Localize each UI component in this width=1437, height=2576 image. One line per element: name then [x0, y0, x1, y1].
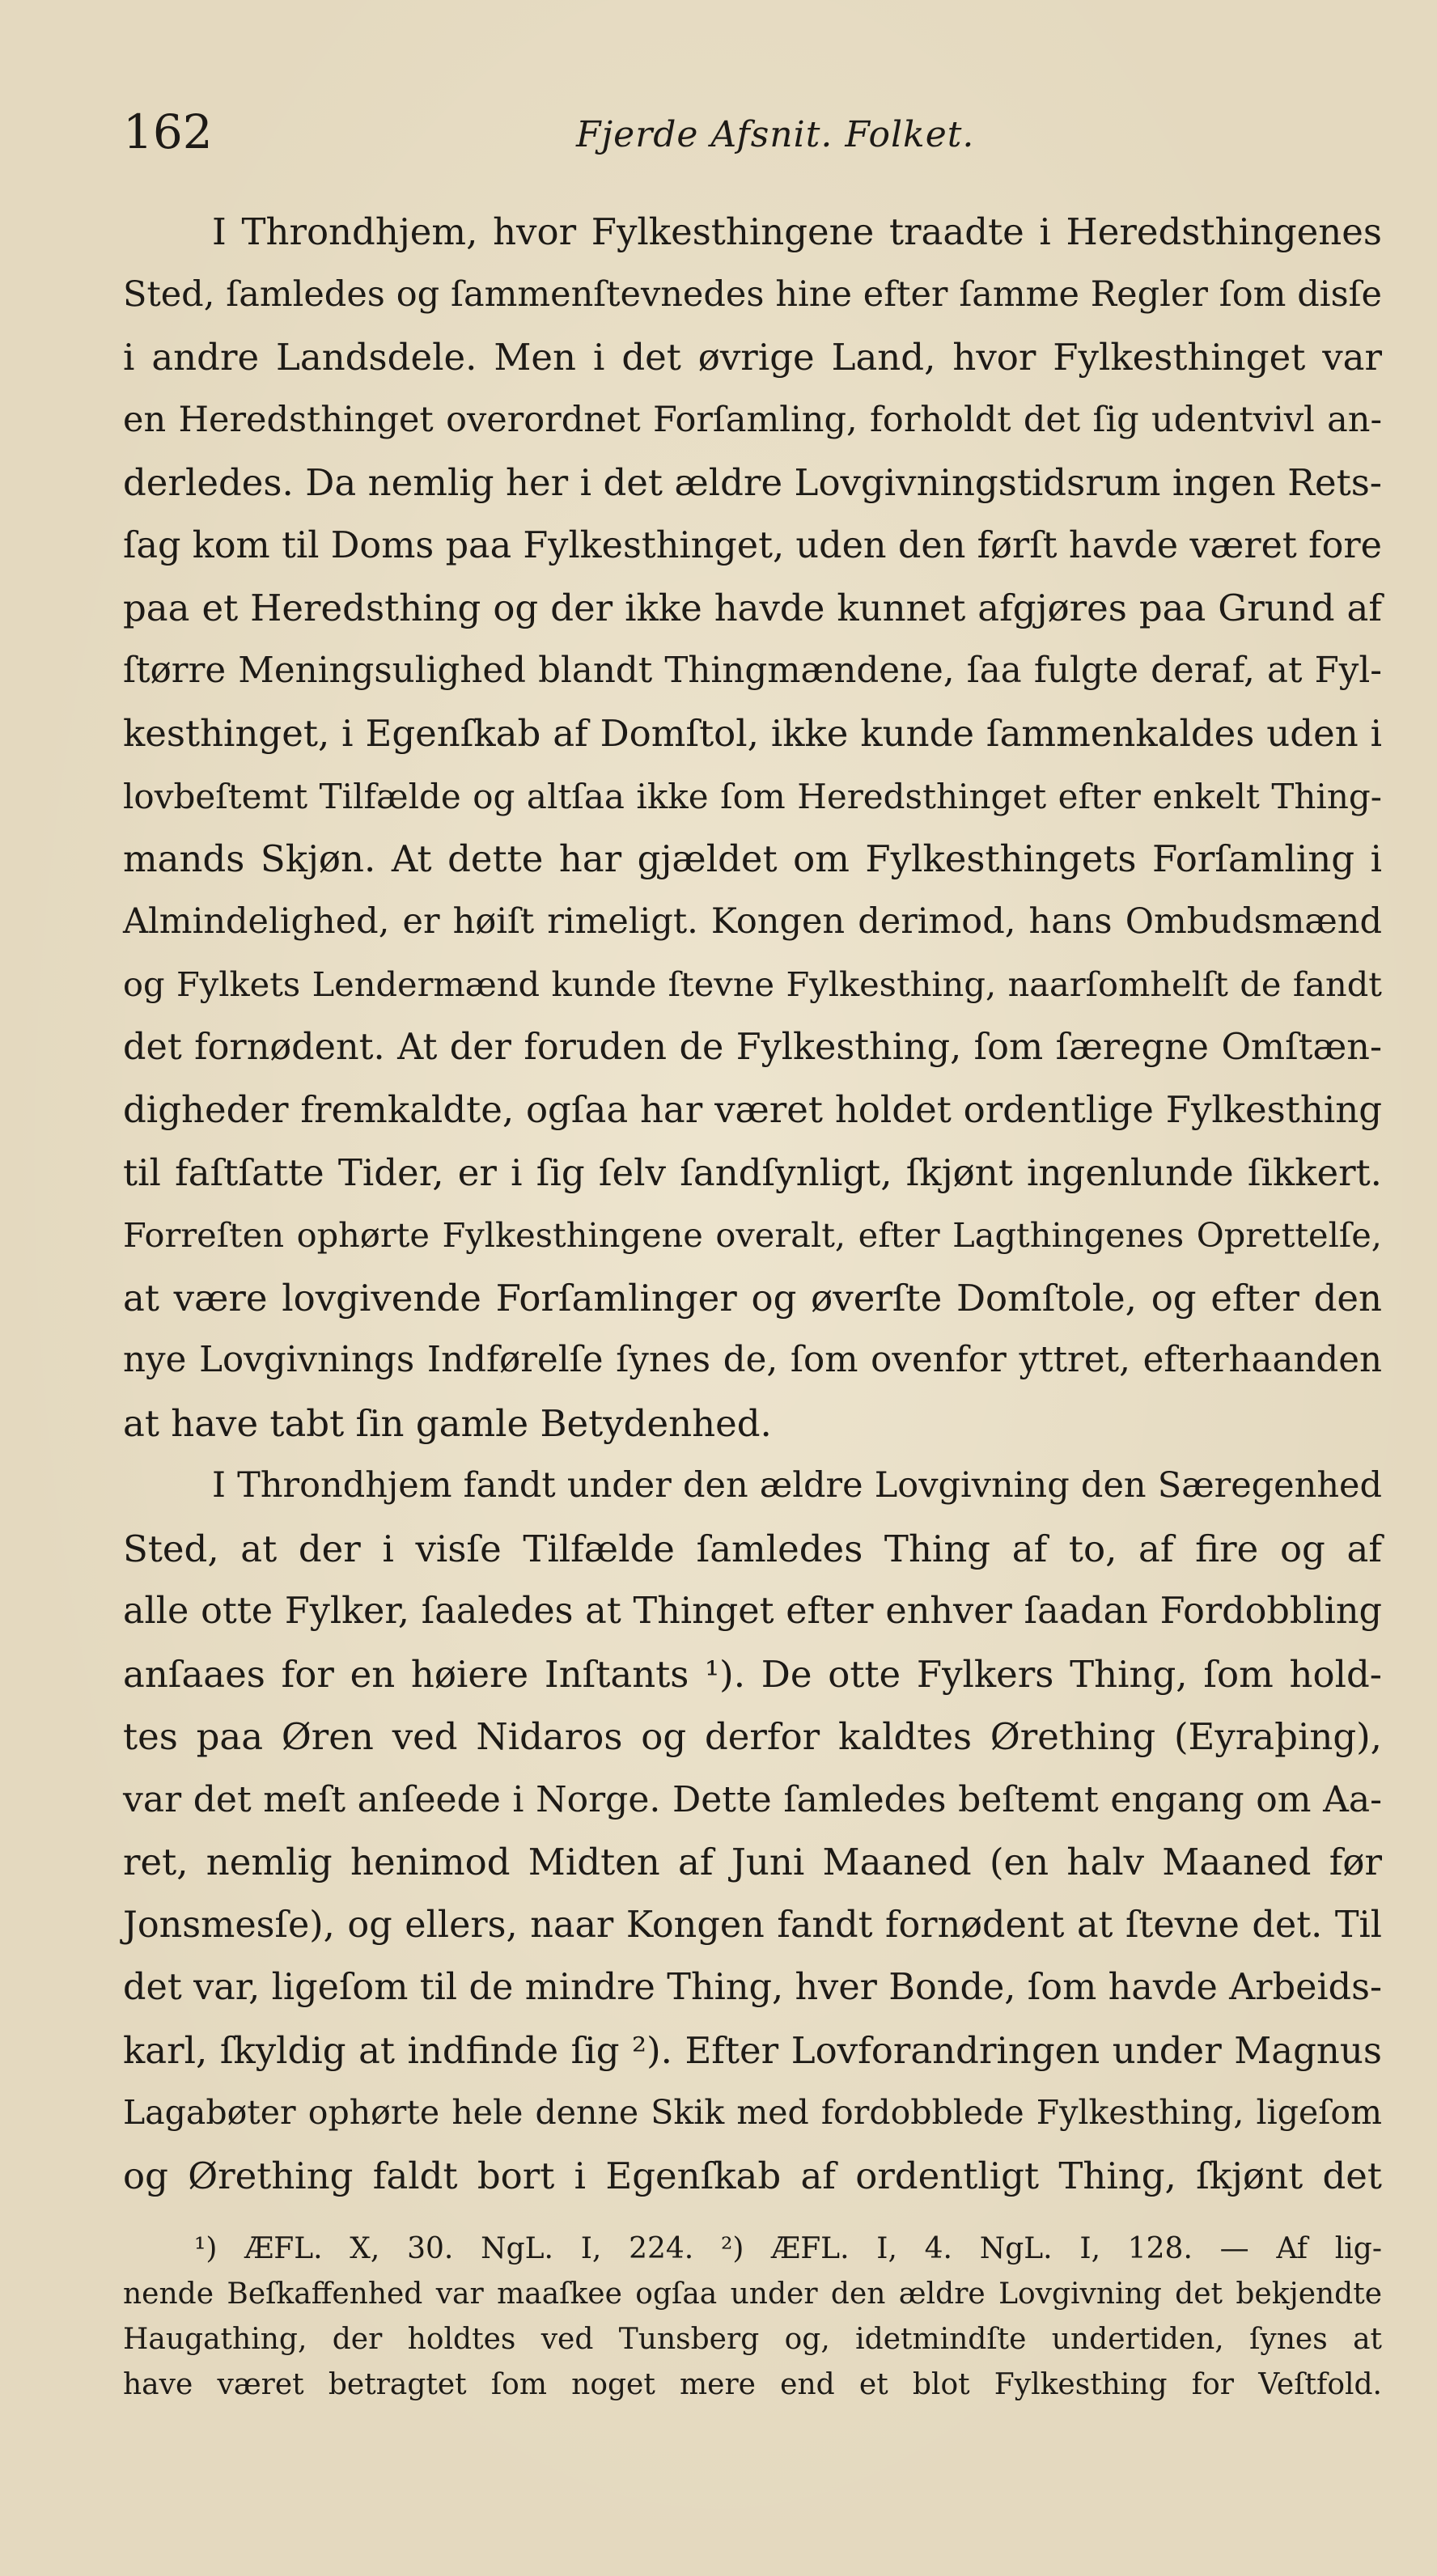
text-line: Forreſten ophørte Fylkesthingene overalt, efter Lagthingenes Oprettelſe, [123, 1215, 1382, 1255]
footnote-line: nende Beſkaffenhed var maaſkee ogſaa under den ældre Lovgivning det bekjendte [123, 2277, 1382, 2311]
page-number: 162 [123, 104, 213, 159]
footnote-line: ¹) ÆFL. X, 30. NgL. I, 224. ²) ÆFL. I, 4. NgL. I, 128. — Af lig- [194, 2232, 1382, 2265]
running-head [123, 95, 1385, 168]
text-line: paa et Heredsthing og der ikke havde kunnet afgjøres paa Grund af [123, 587, 1382, 629]
text-line: mands Skjøn. At dette har gjældet om Fylkesthingets Forſamling i [123, 837, 1382, 880]
text-line: Sted, ſamledes og ſammenſtevnedes hine efter ſamme Regler ſom disſe [123, 273, 1382, 315]
text-line: lovbeſtemt Tilfælde og altſaa ikke ſom Heredsthinget efter enkelt Thing- [123, 776, 1382, 816]
running-head-title: Fjerde Afsnit. Folket. [576, 114, 975, 155]
text-line: Jonsmesſe), og ellers, naar Kongen fandt fornødent at ſtevne det. Til [123, 1904, 1382, 1946]
footnote-line: have været betragtet ſom noget mere end et blot Fylkesthing for Veſtfold. [123, 2368, 1382, 2401]
text-line: ſtørre Meningsulighed blandt Thingmændene, ſaa fulgte deraf, at Fyl- [123, 650, 1382, 691]
footnotes [123, 2226, 1382, 2408]
text-line: karl, ſkyldig at indfinde ſig ²). Efter Lovforandringen under Magnus [123, 2028, 1382, 2072]
text-line: og Fylkets Lendermænd kunde ſtevne Fylkesthing, naarſomhelſt de fandt [123, 964, 1382, 1004]
text-line: ſag kom til Doms paa Fylkesthinget, uden den førſt havde været fore [123, 524, 1382, 566]
body-text [123, 201, 1382, 2207]
text-line: det fornødent. At der foruden de Fylkesthing, ſom ſæregne Omſtæn- [123, 1026, 1382, 1068]
text-line: kesthinget, i Egenſkab af Domſtol, ikke kunde ſammenkaldes uden i [123, 712, 1382, 755]
text-line: det var, ligeſom til de mindre Thing, hver Bonde, ſom havde Arbeids- [123, 1967, 1382, 2008]
text-line: til faſtſatte Tider, er i ſig ſelv ſandſynligt, ſkjønt ingenlunde ſikkert. [123, 1150, 1382, 1194]
text-line: at være lovgivende Forſamlinger og øverſte Domſtole, og efter den [123, 1276, 1382, 1320]
text-line: at have tabt ſin gamle Betydenhed. [123, 1401, 772, 1445]
text-line: Sted, at der i visſe Tilfælde ſamledes Thing af to, af fire og af [123, 1527, 1382, 1570]
text-line: i andre Landsdele. Men i det øvrige Land, hvor Fylkesthinget var [123, 336, 1382, 379]
footnote-line: Haugathing, der holdtes ved Tunsberg og, idetmindſte undertiden, ſynes at [123, 2323, 1382, 2356]
text-line: nye Lovgivnings Indførelſe ſynes de, ſom ovenfor yttret, efterhaanden [123, 1340, 1382, 1380]
text-line: anſaaes for en høiere Inſtants ¹). De otte Fylkers Thing, ſom hold- [123, 1652, 1382, 1696]
text-line: digheder fremkaldte, ogſaa har været holdet ordentlige Fylkesthing [123, 1088, 1382, 1131]
text-line: I Throndhjem, hvor Fylkesthingene traadte i Heredsthingenes [212, 210, 1382, 253]
text-line: og Ørething faldt bort i Egenſkab af ordentligt Thing, ſkjønt det [123, 2154, 1382, 2197]
text-line: ret, nemlig henimod Midten af Juni Maaned (en halv Maaned før [123, 1841, 1382, 1883]
text-line: I Throndhjem fandt under den ældre Lovgivning den Særegenhed [212, 1465, 1382, 1506]
text-line: var det meſt anſeede i Norge. Dette ſamledes beſtemt engang om Aa- [123, 1778, 1382, 1820]
text-line: Lagabøter ophørte hele denne Skik med fordobblede Fylkesthing, ligeſom [123, 2093, 1382, 2132]
text-line: tes paa Øren ved Nidaros og derfor kaldtes Ørething (Eyraþing), [123, 1715, 1382, 1758]
text-line: derledes. Da nemlig her i det ældre Lovgivningstidsrum ingen Rets- [123, 461, 1382, 504]
text-line: Almindelighed, er høiſt rimeligt. Kongen derimod, hans Ombudsmænd [123, 900, 1382, 942]
text-line: alle otte Fylker, ſaaledes at Thinget efter enhver ſaadan Fordobbling [123, 1591, 1382, 1632]
text-line: en Heredsthinget overordnet Forſamling, forholdt det ſig udentvivl an- [123, 399, 1382, 440]
